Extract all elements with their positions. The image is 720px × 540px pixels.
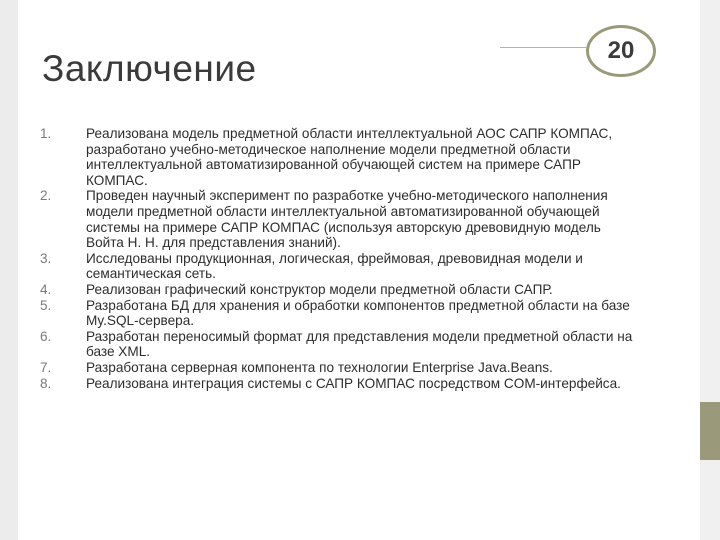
- item-text: Разработана серверная компонента по технологии Enterprise Java.Beans.: [86, 359, 553, 375]
- item-text: Разработан переносимый формат для представления модели предметной области на базе XML.: [86, 328, 633, 360]
- list-item: [40, 282, 640, 298]
- item-text: Исследованы продукционная, логическая, фреймовая, древовидная модели и семантическая сеть.: [86, 250, 583, 282]
- list-item: [40, 298, 640, 329]
- item-number: 2.: [40, 188, 52, 204]
- list-item: [40, 188, 640, 250]
- page-number-badge: [586, 25, 656, 77]
- list-item: [40, 329, 640, 360]
- item-number: 5.: [40, 297, 52, 313]
- slide-title: Заключение: [42, 48, 257, 89]
- item-text: Реализована модель предметной области интеллектуальной АОС САПР КОМПАС, разработано учебно-методическое наполнение модели предметной области интеллектуальной автоматизированной обучающей систем на примере САПР КОМПАС.: [86, 126, 613, 188]
- item-number: 6.: [40, 328, 52, 344]
- conclusion-list: [40, 126, 640, 391]
- item-number: 4.: [40, 281, 52, 297]
- item-text: Реализован графический конструктор модели предметной области САПР.: [86, 281, 553, 297]
- item-number: 7.: [40, 359, 52, 375]
- list-item: [40, 126, 640, 188]
- badge-connector-line: [500, 47, 586, 48]
- list-item: [40, 251, 640, 282]
- item-number: 3.: [40, 250, 52, 266]
- item-text: Разработана БД для хранения и обработки компонентов предметной области на базе My.SQL-сервера.: [86, 297, 630, 329]
- list-item: [40, 376, 640, 392]
- item-number: 1.: [40, 126, 52, 141]
- accent-block: [700, 402, 720, 460]
- item-text: Реализована интеграция системы с САПР КОМПАС посредством COM-интерфейса.: [86, 375, 621, 391]
- list-item: [40, 360, 640, 376]
- item-text: Проведен научный эксперимент по разработке учебно-методического наполнения модели предметной области интеллектуальной автоматизированной обучающей системы на примере САПР КОМПАС (используя авторскую древовидную модель Войта Н. Н. для представления знаний).: [86, 188, 608, 251]
- page-number: 20: [607, 37, 635, 64]
- item-number: 8.: [40, 375, 52, 391]
